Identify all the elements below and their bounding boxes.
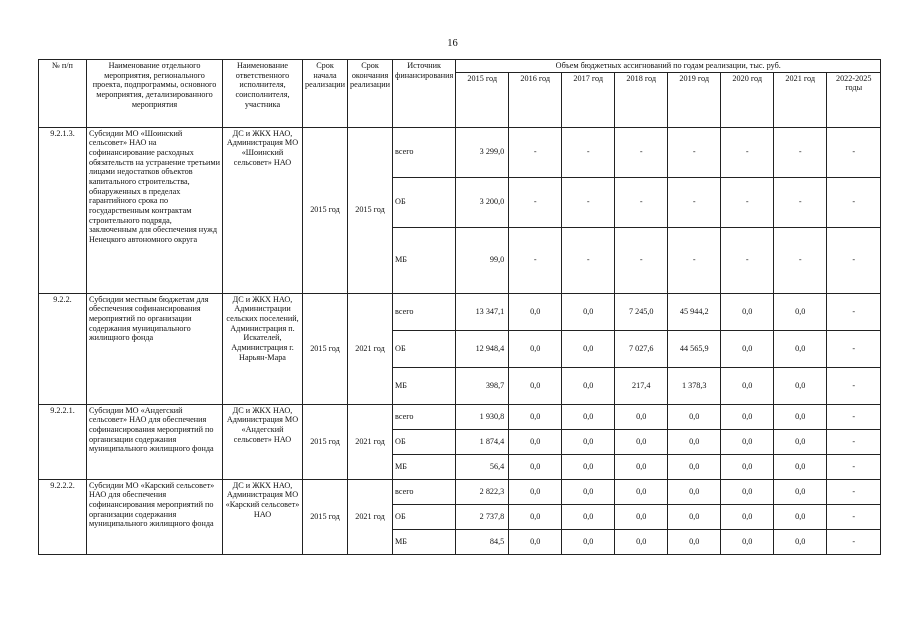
amount-cell: 12 948,4	[456, 330, 509, 367]
item-end: 2021 год	[348, 479, 393, 554]
funding-source: всего	[393, 293, 456, 330]
funding-source: МБ	[393, 454, 456, 479]
amount-cell: 0,0	[562, 479, 615, 504]
item-number: 9.2.2.1.	[39, 404, 87, 479]
amount-cell: 2 737,8	[456, 504, 509, 529]
amount-cell: 0,0	[562, 429, 615, 454]
amount-cell: -	[615, 177, 668, 227]
header-year: 2020 год	[721, 72, 774, 127]
header-volume: Объем бюджетных ассигнований по годам реализации, тыс. руб.	[456, 60, 881, 73]
table-row	[39, 127, 881, 177]
amount-cell: 0,0	[509, 529, 562, 554]
amount-cell: 0,0	[615, 429, 668, 454]
amount-cell: -	[827, 293, 881, 330]
amount-cell: 0,0	[721, 454, 774, 479]
amount-cell: -	[615, 227, 668, 293]
amount-cell: 0,0	[615, 404, 668, 429]
amount-cell: -	[562, 227, 615, 293]
amount-cell: -	[774, 177, 827, 227]
amount-cell: 0,0	[774, 504, 827, 529]
header-num: № п/п	[39, 60, 87, 128]
amount-cell: 0,0	[615, 454, 668, 479]
amount-cell: 2 822,3	[456, 479, 509, 504]
amount-cell: -	[827, 479, 881, 504]
item-number: 9.2.1.3.	[39, 127, 87, 293]
amount-cell: 0,0	[721, 330, 774, 367]
item-end: 2015 год	[348, 127, 393, 293]
amount-cell: 0,0	[668, 429, 721, 454]
table-row	[39, 293, 881, 330]
funding-source: ОБ	[393, 330, 456, 367]
amount-cell: 0,0	[562, 367, 615, 404]
amount-cell: 0,0	[668, 454, 721, 479]
amount-cell: 0,0	[562, 529, 615, 554]
amount-cell: 0,0	[721, 504, 774, 529]
funding-source: ОБ	[393, 177, 456, 227]
item-start: 2015 год	[303, 127, 348, 293]
header-year: 2017 год	[562, 72, 615, 127]
amount-cell: -	[509, 177, 562, 227]
item-responsible: ДС и ЖКХ НАО, Администрация МО «Карский сельсовет» НАО	[223, 479, 303, 554]
amount-cell: 0,0	[615, 479, 668, 504]
amount-cell: -	[562, 177, 615, 227]
amount-cell: -	[668, 227, 721, 293]
header-year: 2021 год	[774, 72, 827, 127]
item-name: Субсидии МО «Андегский сельсовет» НАО для обеспечения софинансирования мероприятий по организации содержания муниципального жилищного фонда	[87, 404, 223, 479]
table-row	[39, 479, 881, 504]
amount-cell: -	[774, 227, 827, 293]
item-number: 9.2.2.2.	[39, 479, 87, 554]
amount-cell: -	[827, 404, 881, 429]
item-name: Субсидии местным бюджетам для обеспечения софинансирования мероприятий по организации содержания муниципального жилищного фонда	[87, 293, 223, 404]
amount-cell: 0,0	[668, 504, 721, 529]
amount-cell: -	[774, 127, 827, 177]
amount-cell: -	[668, 127, 721, 177]
amount-cell: 3 299,0	[456, 127, 509, 177]
header-start: Срок начала реализации	[303, 60, 348, 128]
item-number: 9.2.2.	[39, 293, 87, 404]
amount-cell: 0,0	[721, 479, 774, 504]
header-year: 2019 год	[668, 72, 721, 127]
amount-cell: -	[827, 454, 881, 479]
funding-source: всего	[393, 479, 456, 504]
amount-cell: 0,0	[509, 454, 562, 479]
amount-cell: 0,0	[721, 367, 774, 404]
amount-cell: 398,7	[456, 367, 509, 404]
amount-cell: -	[827, 504, 881, 529]
amount-cell: 217,4	[615, 367, 668, 404]
item-responsible: ДС и ЖКХ НАО, Администрация МО «Андегский сельсовет» НАО	[223, 404, 303, 479]
amount-cell: -	[827, 429, 881, 454]
amount-cell: 0,0	[562, 293, 615, 330]
amount-cell: -	[615, 127, 668, 177]
item-name: Субсидии МО «Шоинский сельсовет» НАО на софинансирование расходных обязательств на устранение третьими лицами недостатков объектов капитального строительства, обнаруженных в пределах гарантийного срока по государственным контрактам строительного подряда, заключенным для обеспечения нужд Ненецкого автономного округа	[87, 127, 223, 293]
amount-cell: 0,0	[615, 504, 668, 529]
item-end: 2021 год	[348, 404, 393, 479]
amount-cell: 0,0	[721, 293, 774, 330]
amount-cell: 0,0	[774, 404, 827, 429]
item-end: 2021 год	[348, 293, 393, 404]
amount-cell: 0,0	[668, 529, 721, 554]
amount-cell: 1 930,8	[456, 404, 509, 429]
item-responsible: ДС и ЖКХ НАО, Администрации сельских поселений, Администрация п. Искателей, Администрация г. Нарьян-Мара	[223, 293, 303, 404]
amount-cell: -	[721, 227, 774, 293]
funding-source: ОБ	[393, 504, 456, 529]
amount-cell: 0,0	[509, 330, 562, 367]
amount-cell: 0,0	[509, 404, 562, 429]
amount-cell: -	[668, 177, 721, 227]
amount-cell: -	[827, 177, 881, 227]
item-start: 2015 год	[303, 293, 348, 404]
amount-cell: 0,0	[509, 504, 562, 529]
amount-cell: 0,0	[668, 404, 721, 429]
amount-cell: -	[509, 127, 562, 177]
amount-cell: 45 944,2	[668, 293, 721, 330]
amount-cell: 0,0	[774, 479, 827, 504]
amount-cell: 0,0	[721, 429, 774, 454]
amount-cell: -	[827, 227, 881, 293]
amount-cell: -	[827, 127, 881, 177]
amount-cell: 0,0	[509, 429, 562, 454]
amount-cell: -	[509, 227, 562, 293]
funding-source: всего	[393, 127, 456, 177]
funding-source: МБ	[393, 529, 456, 554]
amount-cell: 7 245,0	[615, 293, 668, 330]
amount-cell: -	[827, 529, 881, 554]
page-number: 16	[447, 38, 458, 49]
funding-source: МБ	[393, 367, 456, 404]
amount-cell: 0,0	[615, 529, 668, 554]
amount-cell: 0,0	[774, 293, 827, 330]
header-source: Источник финансирования	[393, 60, 456, 128]
amount-cell: 0,0	[562, 330, 615, 367]
amount-cell: 56,4	[456, 454, 509, 479]
amount-cell: 84,5	[456, 529, 509, 554]
item-responsible: ДС и ЖКХ НАО, Администрация МО «Шоинский сельсовет» НАО	[223, 127, 303, 293]
amount-cell: -	[827, 330, 881, 367]
amount-cell: -	[827, 367, 881, 404]
header-year: 2016 год	[509, 72, 562, 127]
header-name: Наименование отдельного мероприятия, регионального проекта, подпрограммы, основного мероприятия, детализированного мероприятия	[87, 60, 223, 128]
amount-cell: -	[721, 177, 774, 227]
amount-cell: 0,0	[774, 529, 827, 554]
amount-cell: 99,0	[456, 227, 509, 293]
table-row	[39, 404, 881, 429]
amount-cell: 0,0	[509, 293, 562, 330]
amount-cell: 0,0	[721, 404, 774, 429]
budget-table	[38, 59, 881, 555]
amount-cell: 1 874,4	[456, 429, 509, 454]
amount-cell: 0,0	[509, 367, 562, 404]
amount-cell: 0,0	[562, 404, 615, 429]
amount-cell: -	[562, 127, 615, 177]
amount-cell: 0,0	[509, 479, 562, 504]
table-body	[39, 127, 881, 554]
amount-cell: 0,0	[774, 330, 827, 367]
amount-cell: 0,0	[774, 429, 827, 454]
amount-cell: 0,0	[774, 367, 827, 404]
header-responsible: Наименование ответственного исполнителя, соисполнителя, участника	[223, 60, 303, 128]
amount-cell: 1 378,3	[668, 367, 721, 404]
item-start: 2015 год	[303, 479, 348, 554]
funding-source: МБ	[393, 227, 456, 293]
funding-source: всего	[393, 404, 456, 429]
header-year: 2018 год	[615, 72, 668, 127]
item-start: 2015 год	[303, 404, 348, 479]
amount-cell: 44 565,9	[668, 330, 721, 367]
amount-cell: 3 200,0	[456, 177, 509, 227]
amount-cell: 7 027,6	[615, 330, 668, 367]
amount-cell: 0,0	[562, 454, 615, 479]
header-year: 2022-2025 годы	[827, 72, 881, 127]
amount-cell: -	[721, 127, 774, 177]
header-year: 2015 год	[456, 72, 509, 127]
amount-cell: 0,0	[774, 454, 827, 479]
header-end: Срок окончания реализации	[348, 60, 393, 128]
amount-cell: 0,0	[721, 529, 774, 554]
amount-cell: 13 347,1	[456, 293, 509, 330]
amount-cell: 0,0	[562, 504, 615, 529]
item-name: Субсидии МО «Карский сельсовет» НАО для обеспечения софинансирования мероприятий по организации содержания муниципального жилищного фонда	[87, 479, 223, 554]
amount-cell: 0,0	[668, 479, 721, 504]
funding-source: ОБ	[393, 429, 456, 454]
